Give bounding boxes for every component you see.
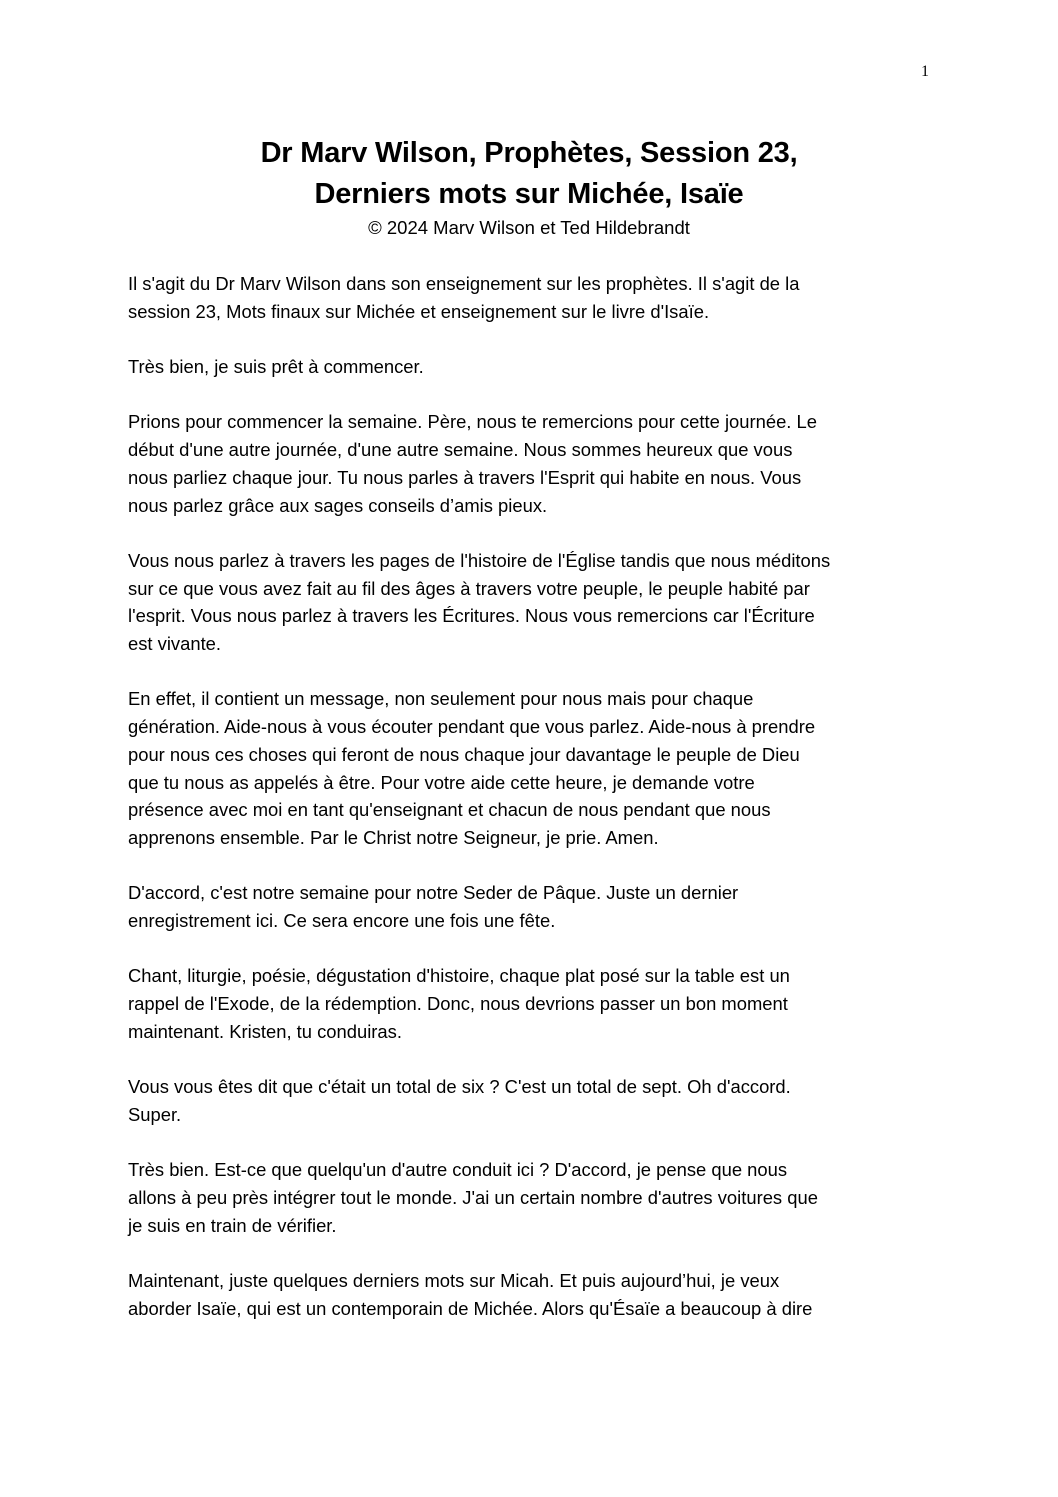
paragraph-line: apprenons ensemble. Par le Christ notre Seigneur, je prie. Amen. <box>128 827 659 848</box>
paragraph-line: maintenant. Kristen, tu conduiras. <box>128 1020 402 1042</box>
paragraph-line: Très bien, je suis prêt à commencer. <box>128 356 424 378</box>
paragraph <box>128 1073 934 1128</box>
paragraph-line: est vivante. <box>128 633 222 655</box>
paragraph-line: En effet, il contient un message, non seulement pour nous mais pour chaque <box>128 688 754 710</box>
paragraph-line: rappel de l'Exode, de la rédemption. Donc, nous devrions passer un bon moment <box>128 993 788 1015</box>
paragraph-line: que tu nous as appelés à être. Pour votre aide cette heure, je demande votre <box>128 771 755 793</box>
paragraph-line: session 23, Mots finaux sur Michée et enseignement sur le livre d'Isaïe. <box>128 300 710 322</box>
paragraph-line: l'esprit. Vous nous parlez à travers les Écritures. Nous vous remercions car l'Écriture <box>128 605 815 627</box>
paragraph-line: allons à peu près intégrer tout le monde. J'ai un certain nombre d'autres voitures que <box>128 1187 818 1209</box>
paragraph <box>128 879 934 934</box>
paragraph-line: pour nous ces choses qui feront de nous chaque jour davantage le peuple de Dieu <box>128 743 800 765</box>
paragraph <box>128 408 934 519</box>
paragraph <box>128 353 934 381</box>
paragraph <box>128 962 934 1045</box>
paragraph-line: Super. <box>128 1103 182 1125</box>
paragraph-line: nous parlez grâce aux sages conseils d’amis pieux. <box>128 494 548 516</box>
paragraph-line: Chant, liturgie, poésie, dégustation d'histoire, chaque plat posé sur la table est un <box>128 965 790 987</box>
copyright-notice: © 2024 Marv Wilson et Ted Hildebrandt <box>368 217 690 238</box>
paragraph-line: D'accord, c'est notre semaine pour notre Seder de Pâque. Juste un dernier <box>128 882 739 904</box>
paragraph-line: début d'une autre journée, d'une autre semaine. Nous sommes heureux que vous <box>128 439 793 461</box>
paragraph-line: Il s'agit du Dr Marv Wilson dans son enseignement sur les prophètes. Il s'agit de la <box>128 273 800 294</box>
paragraph-line: sur ce que vous avez fait au fil des âges à travers votre peuple, le peuple habité par <box>128 577 810 599</box>
paragraph-line: Prions pour commencer la semaine. Père, nous te remercions pour cette journée. Le <box>128 411 817 433</box>
paragraph <box>128 1267 934 1322</box>
document-body <box>128 270 934 1350</box>
paragraph <box>128 685 934 851</box>
paragraph <box>128 547 934 658</box>
document-title-line-1: Dr Marv Wilson, Prophètes, Session 23, <box>260 137 798 169</box>
paragraph-line: enregistrement ici. Ce sera encore une fois une fête. <box>128 910 556 932</box>
paragraph-line: présence avec moi en tant qu'enseignant et chacun de nous pendant que nous <box>128 799 771 821</box>
document-header <box>0 133 1058 240</box>
page-number: 1 <box>921 63 929 80</box>
paragraph-line: Très bien. Est-ce que quelqu'un d'autre conduit ici ? D'accord, je pense que nous <box>128 1159 788 1181</box>
paragraph-line: aborder Isaïe, qui est un contemporain de Michée. Alors qu'Ésaïe a beaucoup à dire <box>128 1297 813 1319</box>
paragraph-line: Maintenant, juste quelques derniers mots sur Micah. Et puis aujourd’hui, je veux <box>128 1270 780 1292</box>
paragraph-line: je suis en train de vérifier. <box>128 1214 337 1236</box>
paragraph-line: génération. Aide-nous à vous écouter pendant que vous parlez. Aide-nous à prendre <box>128 716 816 738</box>
paragraph-line: Vous vous êtes dit que c'était un total de six ? C'est un total de sept. Oh d'accord. <box>128 1076 791 1098</box>
paragraph-line: nous parliez chaque jour. Tu nous parles à travers l'Esprit qui habite en nous. Vous <box>128 466 802 488</box>
paragraph <box>128 270 934 325</box>
paragraph-line: Vous nous parlez à travers les pages de l'histoire de l'Église tandis que nous méditons <box>128 549 831 571</box>
document-title-line-2: Derniers mots sur Michée, Isaïe <box>314 178 744 210</box>
paragraph <box>128 1156 934 1239</box>
